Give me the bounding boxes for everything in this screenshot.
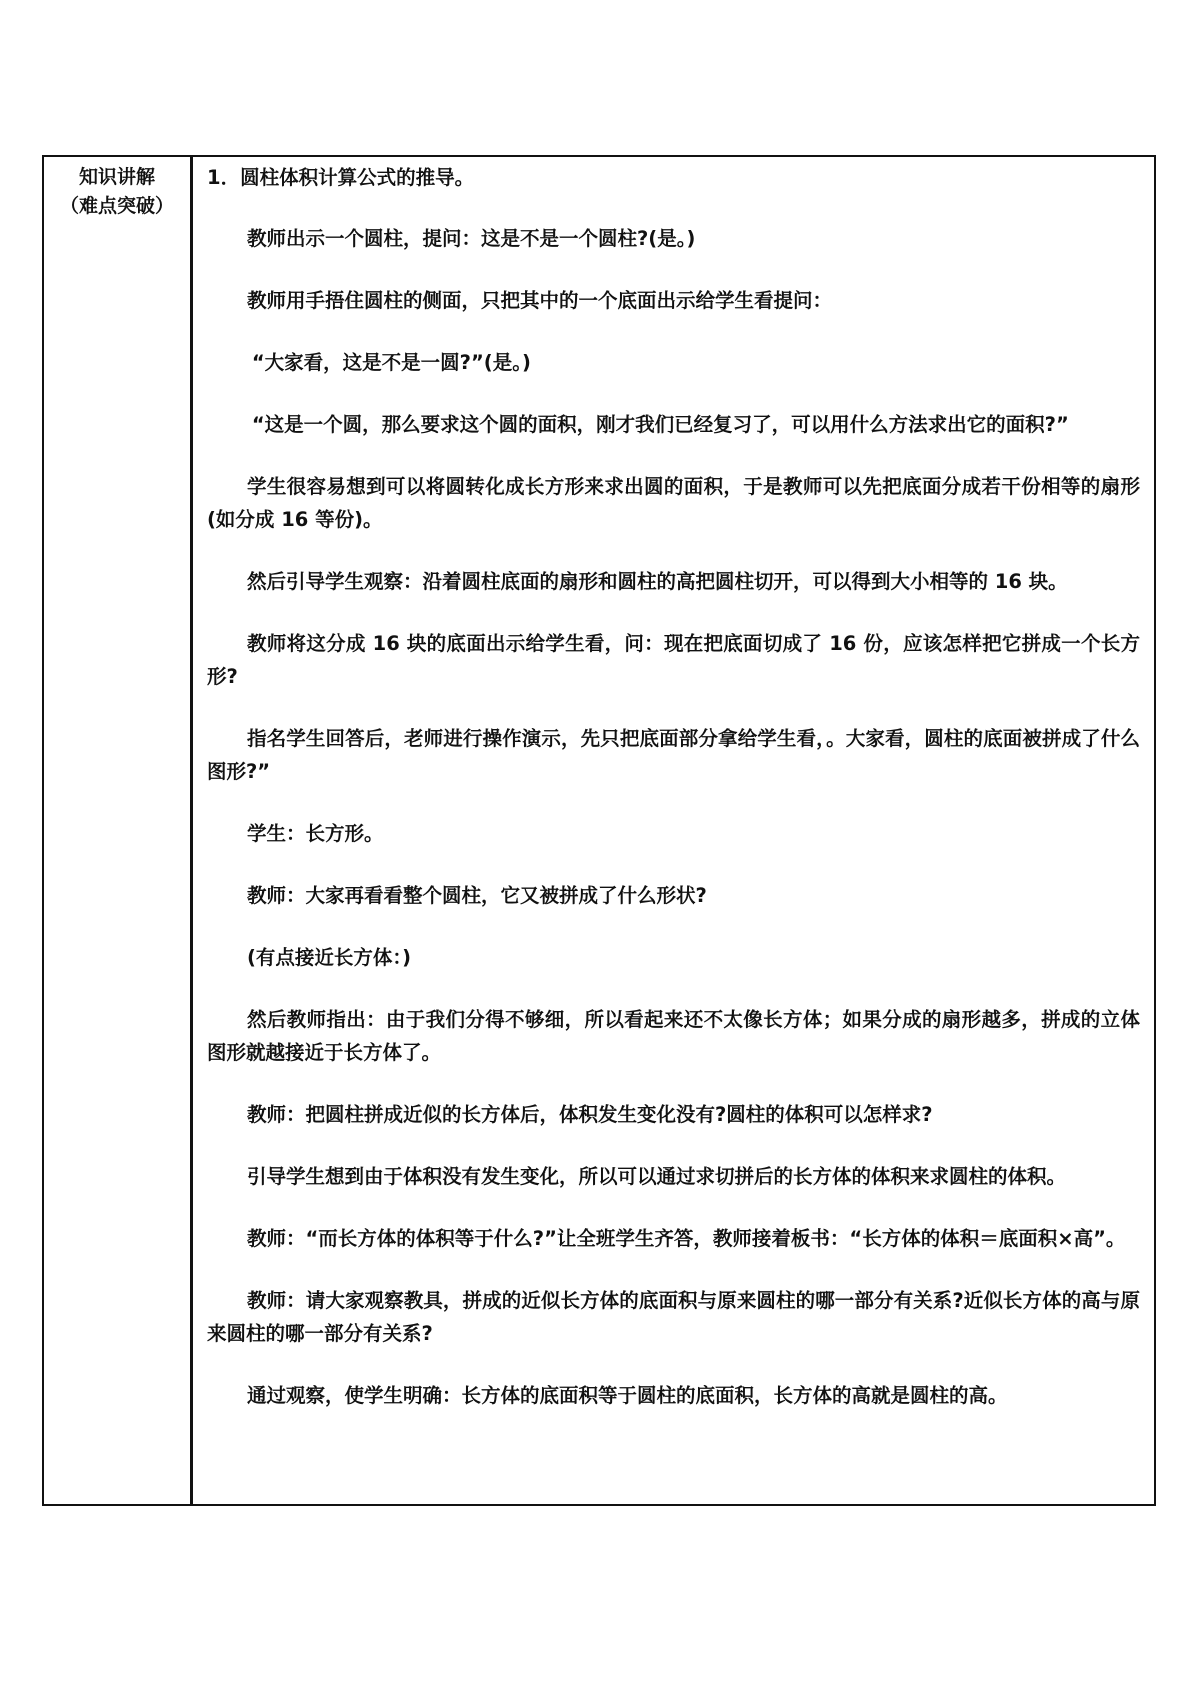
section-heading: 1．圆柱体积计算公式的推导。 <box>207 166 475 189</box>
paragraph-2: 教师用手捂住圆柱的侧面，只把其中的一个底面出示给学生看提问： <box>246 289 832 312</box>
paragraph-13: 教师：把圆柱拼成近似的长方体后，体积发生变化没有?圆柱的体积可以怎样求? <box>246 1103 933 1126</box>
paragraph-12: 然后教师指出：由于我们分得不够细，所以看起来还不太像长方体；如果分成的扇形越多，拼成的立体图形就越接近于长方体了。 <box>207 1008 1140 1064</box>
paragraph-3: “大家看，这是不是一圆?”(是。) <box>251 351 531 374</box>
paragraph-15: 教师：“而长方体的体积等于什么?”让全班学生齐答，教师接着板书：“长方体的体积＝底面积×高”。 <box>246 1227 1126 1250</box>
lesson-plan-table <box>42 155 1156 1506</box>
paragraph-7: 教师将这分成 16 块的底面出示给学生看，问：现在把底面切成了 16 份，应该怎样把它拼成一个长方形? <box>207 632 1140 688</box>
paragraph-9: 学生：长方形。 <box>246 822 384 845</box>
section-label-subtitle: （难点突破） <box>59 195 174 217</box>
section-label-cell <box>44 157 193 1504</box>
paragraph-1: 教师出示一个圆柱，提问：这是不是一个圆柱?(是。) <box>246 227 696 250</box>
paragraph-11: (有点接近长方体：) <box>246 946 412 969</box>
paragraph-6: 然后引导学生观察：沿着圆柱底面的扇形和圆柱的高把圆柱切开，可以得到大小相等的 16 块。 <box>246 570 1068 593</box>
section-content-cell <box>193 157 1154 1504</box>
paragraph-10: 教师：大家再看看整个圆柱，它又被拼成了什么形状? <box>246 884 707 907</box>
paragraph-16: 教师：请大家观察教具，拼成的近似长方体的底面积与原来圆柱的哪一部分有关系?近似长方体的高与原来圆柱的哪一部分有关系? <box>207 1289 1140 1345</box>
paragraph-17: 通过观察，使学生明确：长方体的底面积等于圆柱的底面积，长方体的高就是圆柱的高。 <box>246 1384 1008 1407</box>
paragraph-5: 学生很容易想到可以将圆转化成长方形来求出圆的面积，于是教师可以先把底面分成若干份相等的扇形(如分成 16 等份)。 <box>207 475 1140 531</box>
paragraph-14: 引导学生想到由于体积没有发生变化，所以可以通过求切拼后的长方体的体积来求圆柱的体积。 <box>246 1165 1066 1188</box>
paragraph-8: 指名学生回答后，老师进行操作演示，先只把底面部分拿给学生看，。大家看，圆柱的底面被拼成了什么图形?” <box>207 727 1140 783</box>
paragraph-4: “这是一个圆，那么要求这个圆的面积，刚才我们已经复习了，可以用什么方法求出它的面积?” <box>251 413 1069 436</box>
section-label-title: 知识讲解 <box>78 166 155 188</box>
